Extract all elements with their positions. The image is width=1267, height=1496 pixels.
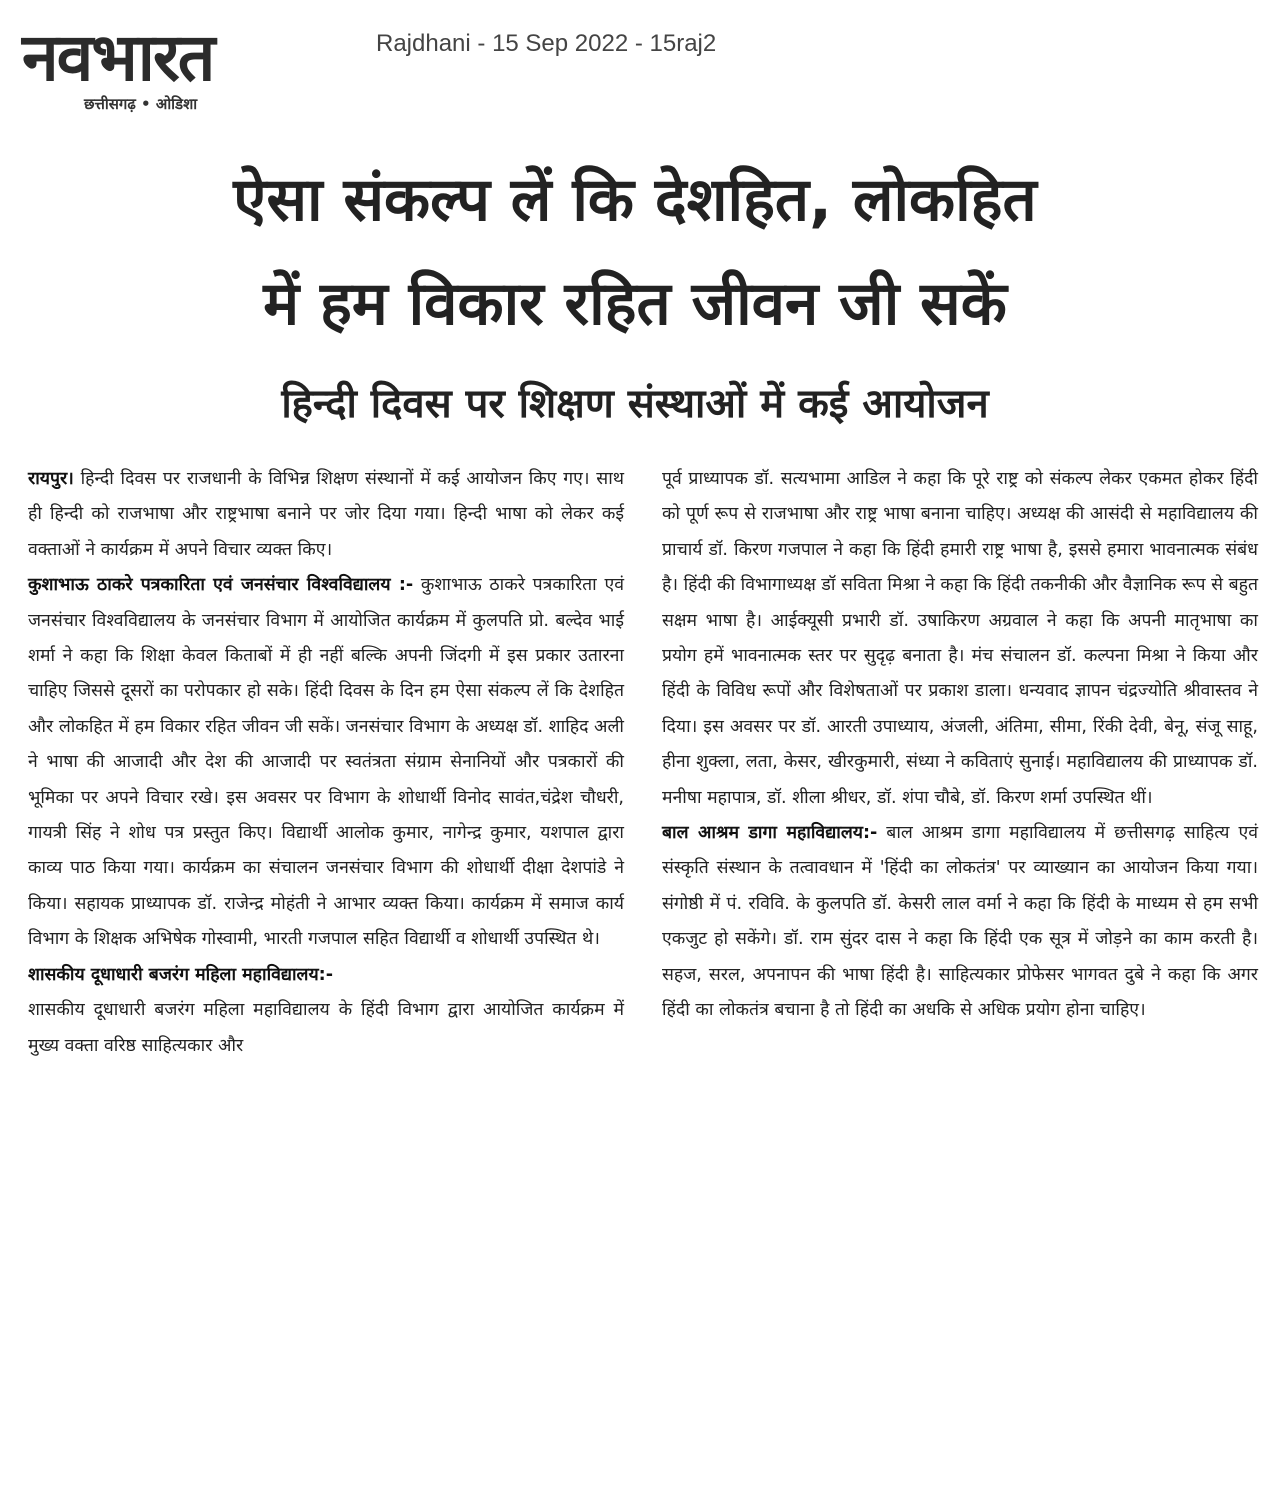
dateline: रायपुर।: [28, 469, 74, 489]
newspaper-logo: नवभारत: [22, 19, 214, 96]
section-heading-doodhadhari: शासकीय दूधाधारी बजरंग महिला महाविद्यालय:-: [28, 964, 334, 985]
intro-paragraph: [28, 462, 624, 568]
region-line: छत्तीसगढ़ • ओडिशा: [84, 95, 198, 113]
section-body-doodhadhari-left: शासकीय दूधाधारी बजरंग महिला महाविद्यालय के हिंदी विभाग द्वारा आयोजित कार्यक्रम में मुख्य वक्ता वरिष्ठ साहित्यकार और: [28, 1000, 624, 1056]
section-doodhadhari: [28, 958, 624, 1064]
subheadline: हिन्दी दिवस पर शिक्षण संस्थाओं में कई आयोजन: [281, 381, 989, 427]
article-column-left: [28, 462, 624, 1064]
section-body-kushabhau: कुशाभाऊ ठाकरे पत्रकारिता एवं जनसंचार विश्वविद्यालय के जनसंचार विभाग में आयोजित कार्यक्रम में कुलपति प्रो. बल्देव भाई शर्मा ने कहा कि शिक्षा केवल किताबों में ही नहीं बल्कि अपनी जिंदगी में इस प्रकार उतारना चाहिए जिससे दूसरों का परोपकार हो सके। हिंदी दिवस के दिन हम ऐसा संकल्प लें कि देशहित और लोकहित में हम विकार रहित जीवन जी सकें। जनसंचार विभाग के अध्यक्ष डॉ. शाहिद अली ने भाषा की आजादी और देश की आजादी पर स्वतंत्रता संग्राम सेनानियों और पत्रकारों की भूमिका पर अपने विचार रखे। इस अवसर पर विभाग के शोधार्थी विनोद सावंत,चंद्रेश चौधरी, गायत्री सिंह ने शोध पत्र प्रस्तुत किए। विद्यार्थी आलोक कुमार, नागेन्द्र कुमार, यशपाल द्वारा काव्य पाठ किया गया। कार्यक्रम का संचालन जनसंचार विभाग की शोधार्थी दीक्षा देशपांडे ने किया। सहायक प्राध्यापक डॉ. राजेन्द्र मोहंती ने आभार व्यक्त किया। कार्यक्रम में समाज कार्य विभाग के शिक्षक अभिषेक गोस्वामी, भारती गजपाल सहित विद्यार्थी व शोधार्थी उपस्थित थे।: [28, 575, 624, 950]
headline-line-1: ऐसा संकल्प लें कि देशहित, लोकहित: [233, 165, 1037, 235]
section-kushabhau: [28, 568, 624, 957]
article-column-right: [662, 462, 1258, 1029]
newspaper-masthead: [22, 18, 352, 128]
section-balashram: [662, 816, 1258, 1028]
edition-line: Rajdhani - 15 Sep 2022 - 15raj2: [376, 30, 717, 57]
section-heading-balashram: बाल आश्रम डागा महाविद्यालय:-: [662, 823, 878, 844]
section-doodhadhari-continued: [662, 462, 1258, 816]
section-body-doodhadhari-right: पूर्व प्राध्यापक डॉ. सत्यभामा आडिल ने कहा कि पूरे राष्ट्र को संकल्प लेकर एकमत होकर हिंदी को पूर्ण रूप से राजभाषा और राष्ट्र भाषा बनाना चाहिए। अध्यक्ष की आसंदी से महाविद्यालय की प्राचार्य डॉ. किरण गजपाल ने कहा कि हिंदी हमारी राष्ट्र भाषा है, इससे हमारा भावनात्मक संबंध है। हिंदी की विभागाध्यक्ष डॉ सविता मिश्रा ने कहा कि हिंदी तकनीकी और वैज्ञानिक रूप से बहुत सक्षम भाषा है। आईक्यूसी प्रभारी डॉ. उषाकिरण अग्रवाल ने कहा कि अपनी मातृभाषा का प्रयोग हमें भावनात्मक स्तर पर सुदृढ़ बनाता है। मंच संचालन डॉ. कल्पना मिश्रा ने किया और हिंदी के विविध रूपों और विशेषताओं पर प्रकाश डाला। धन्यवाद ज्ञापन चंद्रज्योति श्रीवास्तव ने दिया। इस अवसर पर डॉ. आरती उपाध्याय, अंजली, अंतिमा, सीमा, रिंकी देवी, बेनू, संजू साहू, हीना शुक्ला, लता, केसर, खीरकुमारी, संध्या ने कविताएं सुनाई। महाविद्यालय की प्राध्यापक डॉ. मनीषा महापात्र, डॉ. शीला श्रीधर, डॉ. शंपा चौबे, डॉ. किरण शर्मा उपस्थित थीं।: [662, 469, 1258, 808]
section-heading-kushabhau: कुशाभाऊ ठाकरे पत्रकारिता एवं जनसंचार विश्वविद्यालय :-: [28, 575, 414, 596]
headline-line-2: में हम विकार रहित जीवन जी सकें: [263, 269, 1007, 339]
section-body-balashram: बाल आश्रम डागा महाविद्यालय में छत्तीसगढ़ साहित्य एवं संस्कृति संस्थान के तत्वावधान में 'हिंदी का लोकतंत्र' पर व्याख्यान का आयोजन किया गया। संगोष्ठी में पं. रविवि. के कुलपति डॉ. केसरी लाल वर्मा ने कहा कि हिंदी के माध्यम से हम सभी एकजुट हो सकेंगे। डॉ. राम सुंदर दास ने कहा कि हिंदी एक सूत्र में जोड़ने का काम करती है। सहज, सरल, अपनापन की भाषा हिंदी है। साहित्यकार प्रोफेसर भागवत दुबे ने कहा कि अगर हिंदी का लोकतंत्र बचाना है तो हिंदी का अधकि से अधिक प्रयोग होना चाहिए।: [662, 823, 1258, 1021]
intro-text: हिन्दी दिवस पर राजधानी के विभिन्न शिक्षण संस्थानों में कई आयोजन किए गए। साथ ही हिन्दी को राजभाषा और राष्ट्रभाषा बनाने पर जोर दिया गया। हिन्दी भाषा को लेकर कई वक्ताओं ने कार्यक्रम में अपने विचार व्यक्त किए।: [28, 469, 624, 560]
